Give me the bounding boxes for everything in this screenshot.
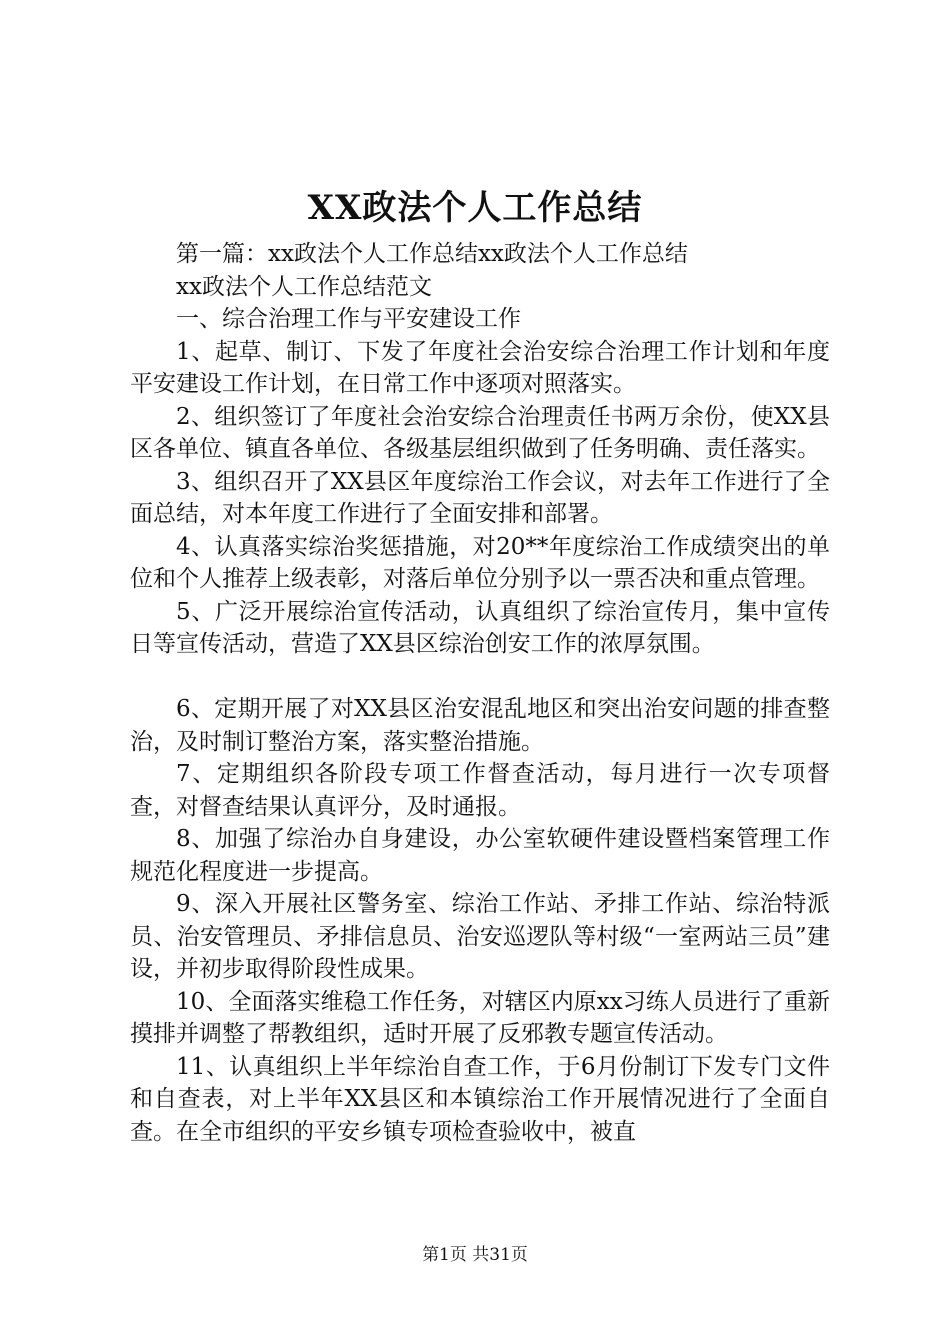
paragraph-heading-chapter: 第一篇：xx政法个人工作总结xx政法个人工作总结 [176, 241, 688, 267]
paragraph-item-10: 10、全面落实维稳工作任务，对辖区内原xx习练人员进行了重新摸排并调整了帮教组织，适时开展了反邪教专题宣传活动。 [130, 988, 830, 1047]
paragraph-item-8: 8、加强了综治办自身建设，办公室软硬件建设暨档案管理工作规范化程度进一步提高。 [130, 826, 830, 885]
page-number-footer: 第1页 共31页 [422, 1245, 528, 1265]
paragraph-item-11: 11、认真组织上半年综治自查工作，于6月份制订下发专门文件和自查表，对上半年XX县区和本镇综治工作开展情况进行了全面自查。在全市组织的平安乡镇专项检查验收中，被直 [130, 1053, 830, 1145]
document-title: XX政法个人工作总结 [307, 188, 643, 228]
paragraph-item-5: 5、广泛开展综治宣传活动，认真组织了综治宣传月，集中宣传日等宣传活动，营造了XX县区综治创安工作的浓厚氛围。 [130, 598, 830, 657]
paragraph-item-1: 1、起草、制订、下发了年度社会治安综合治理工作计划和年度平安建设工作计划，在日常工作中逐项对照落实。 [130, 338, 830, 397]
paragraph-item-3: 3、组织召开了XX县区年度综治工作会议，对去年工作进行了全面总结，对本年度工作进行了全面安排和部署。 [130, 468, 830, 527]
document-body [130, 238, 830, 1148]
paragraph-item-6: 6、定期开展了对XX县区治安混乱地区和突出治安问题的排查整治，及时制订整治方案，落实整治措施。 [130, 696, 830, 755]
paragraph-section-heading: 一、综合治理工作与平安建设工作 [176, 306, 521, 332]
paragraph-item-9: 9、深入开展社区警务室、综治工作站、矛排工作站、综治特派员、治安管理员、矛排信息员、治安巡逻队等村级“一室两站三员”建设，并初步取得阶段性成果。 [130, 891, 830, 982]
paragraph-item-7: 7、定期组织各阶段专项工作督查活动，每月进行一次专项督查，对督查结果认真评分，及时通报。 [130, 761, 830, 820]
paragraph-item-4: 4、认真落实综治奖惩措施，对20**年度综治工作成绩突出的单位和个人推荐上级表彰，对落后单位分别予以一票否决和重点管理。 [130, 533, 830, 592]
paragraph-item-2: 2、组织签订了年度社会治安综合治理责任书两万余份，使XX县区各单位、镇直各单位、各级基层组织做到了任务明确、责任落实。 [130, 403, 830, 462]
blank-line [130, 661, 830, 694]
paragraph-subtitle: xx政法个人工作总结范文 [176, 273, 432, 300]
